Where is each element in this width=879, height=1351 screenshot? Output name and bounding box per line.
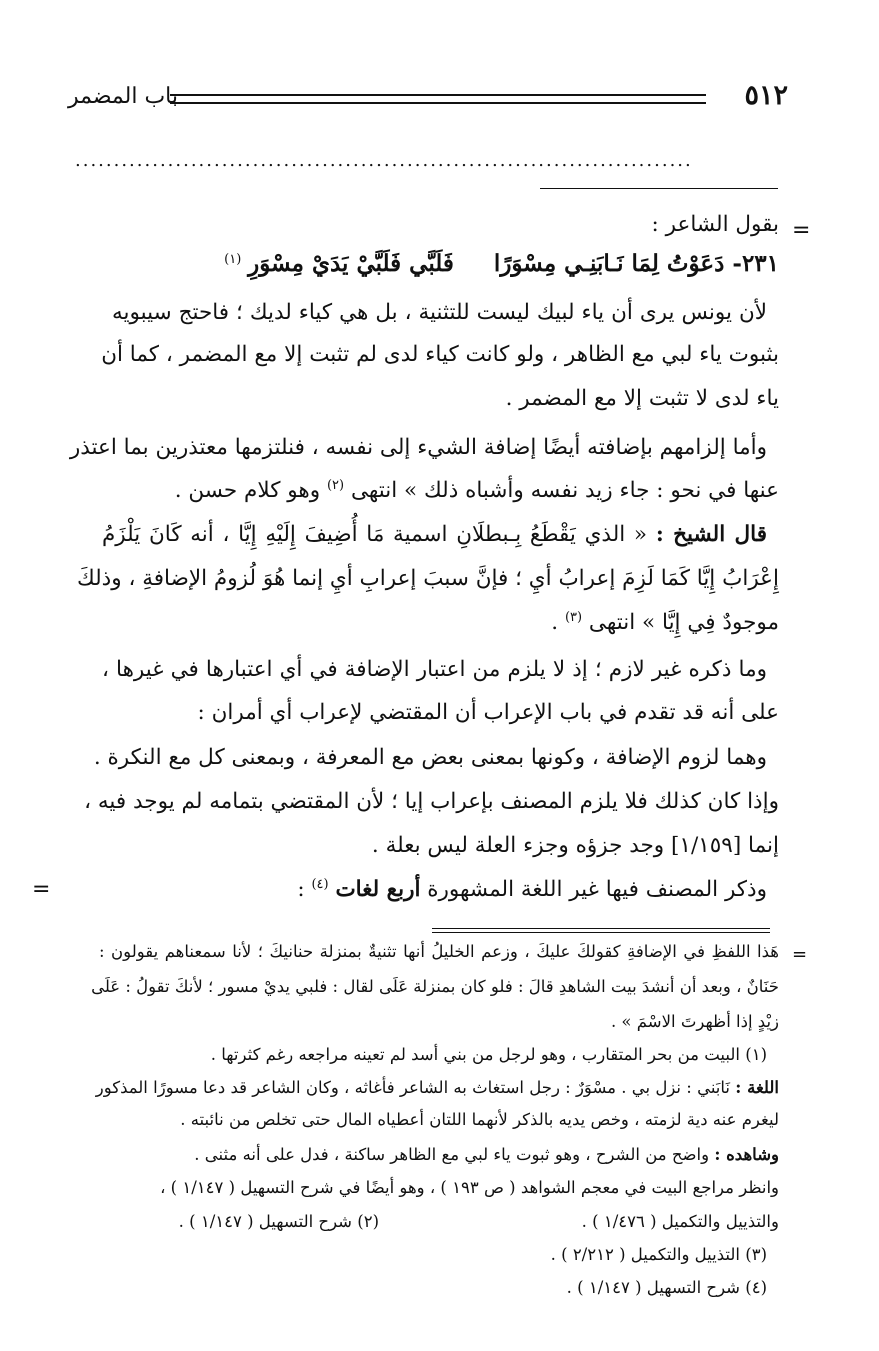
footnote-text: واضح من الشرح ، وهو ثبوت ياء لبي مع الظاهر ساكنة ، فدل على أنه مثنى . — [194, 1145, 710, 1164]
paragraph-text: عنها في نحو : جاء زيد نفسه وأشباه ذلك » انتهى — [350, 478, 779, 504]
chapter-title: باب المضمر — [68, 84, 178, 109]
paragraph-line — [102, 522, 767, 547]
paragraph-text: موجودٌ فِي إِيَّا » انتهى — [588, 610, 779, 636]
paragraph-line — [167, 877, 767, 902]
paragraph-line: لأن يونس يرى أن ياء لبيك ليست للتثنية ، بل هي كياء لديك ؛ فاحتج سيبويه — [112, 300, 767, 325]
header-rule — [170, 94, 706, 104]
paragraph-text: : — [297, 877, 305, 903]
paragraph-line — [99, 610, 779, 635]
verse-line — [114, 250, 779, 277]
verse-footnote-ref: (١) — [224, 251, 242, 267]
verse-text: ٢٣١- دَعَوْتُ لِمَا نَـابَنِـي مِسْوَرًا فَلَبَّي فَلَبَّيْ يَدَيْ مِسْوَرِ — [248, 250, 779, 277]
continuation-mark: = — [32, 877, 51, 902]
paragraph-line: إِعْرَابُ إِيَّا كَمَا لَزِمَ إعرابُ أيِ ؛ فإنَّ سببَ إعرابِ أيِ إنما هُوَ لُزومُ الإضافةِ ، وذلكَ — [76, 566, 779, 591]
intro-line: بقول الشاعر : — [651, 212, 779, 237]
paragraph-text: « الذي يَقْطَعُ بِـبطلَانِ اسمية مَا أُضِيفَ إِلَيْهِ إِيَّا ، أنه كَانَ يَلْزَمُ — [102, 522, 648, 547]
footnote-ref: (٢) — [326, 478, 345, 493]
footnote-text: نَابَني : نزل بي . مسْوَرٌ : رجل استغاث به الشاعر فأغاثه ، وكان الشاعر قد دعا مسورًا المذكور — [95, 1078, 731, 1097]
page-header — [60, 80, 788, 116]
footnote-line: هَذا اللفظِ في الإضافةِ كقولكَ عليكَ ، وزعم الخليلُ أنها تثنيةٌ بمنزلة حنانيكَ ؛ لأنا سمعناهم يقولون : — [99, 942, 779, 961]
footnote-line: زيْدٍ إذا أظهرتَ الاسْمَ » . — [610, 1012, 779, 1031]
footnote-line — [99, 1145, 779, 1164]
footnote-3: (٣) التذييل والتكميل ( ٢/٢١٢ ) . — [550, 1245, 767, 1264]
paragraph-line: إنما [١/١٥٩] وجد جزؤه وجزء العلة ليس بعلة . — [371, 833, 779, 858]
footnote-rule — [432, 928, 770, 933]
continuation-mark: = — [792, 218, 811, 243]
paragraph-text: وذكر المصنف فيها غير اللغة المشهورة — [427, 877, 767, 903]
footnote-label: اللغة : — [735, 1078, 779, 1097]
paragraph-line: وأما إلزامهم بإضافته أيضًا إضافة الشيء إلى نفسه ، فنلتزمها معتذرين بما اعتذر — [69, 435, 767, 460]
footnote-line — [95, 1078, 779, 1097]
paragraph-text: . — [551, 610, 559, 636]
footnote-4: (٤) شرح التسهيل ( ١/١٤٧ ) . — [566, 1278, 767, 1297]
footnote-line: حَنَانٌ ، وبعد أن أنشدَ بيت الشاهدِ قالَ : فلو كان بمنزلة عَلَى لقال : فلبي يديْ مسور ؛ لأنكَ تقولُ : عَلَى — [91, 977, 779, 996]
speaker-label: قال الشيخ : — [655, 522, 767, 547]
paragraph-line: وهما لزوم الإضافة ، وكونها بمعنى بعض مع المعرفة ، وبمعنى كل مع النكرة . — [93, 745, 767, 770]
footnote-ref: (٤) — [311, 877, 329, 892]
paragraph-text: وهو كلام حسن . — [174, 478, 321, 504]
page-number: ٥١٢ — [744, 80, 788, 111]
continuation-mark: = — [792, 944, 808, 965]
footnote-line: وانظر مراجع البيت في معجم الشواهد ( ص ١٩٣ ) ، وهو أيضًا في شرح التسهيل ( ١/١٤٧ ) ، — [160, 1178, 779, 1197]
footnote-line: ليغرم عنه دية لزمته ، وخص يديه بالذكر لأنهما اللتان أعطياه المال حتى تخلص من نائبته . — [180, 1110, 779, 1129]
footnote-2: (٢) شرح التسهيل ( ١/١٤٧ ) . — [178, 1212, 379, 1231]
paragraph-line: على أنه قد تقدم في باب الإعراب أن المقتضي لإعراب أي أمران : — [197, 700, 779, 725]
paragraph-line: ياء لدى لا تثبت إلا مع المضمر . — [505, 386, 779, 411]
paragraph-line — [99, 478, 779, 503]
footnote-label: وشاهده : — [714, 1145, 779, 1164]
short-rule — [540, 188, 778, 189]
footnote-1: (١) البيت من بحر المتقارب ، وهو لرجل من بني أسد لم تعينه مراجعه رغم كثرتها . — [210, 1045, 767, 1064]
footnote-line: والتذييل والتكميل ( ١/٤٧٦ ) . — [581, 1212, 779, 1231]
dotted-separator: ................................................................................ — [75, 150, 693, 171]
bold-phrase: أربع لغات — [335, 877, 421, 903]
footnote-ref: (٣) — [564, 610, 583, 625]
paragraph-line: وما ذكره غير لازم ؛ إذ لا يلزم من اعتبار الإضافة في أي اعتبارها في غيرها ، — [102, 657, 767, 682]
paragraph-line: وإذا كان كذلك فلا يلزم المصنف بإعراب إيا ؛ لأن المقتضي بتمامه لم يوجد فيه ، — [84, 789, 779, 814]
paragraph-line: بثبوت ياء لبي مع الظاهر ، ولو كانت كياء لدى لم تثبت إلا مع المضمر ، كما أن — [101, 342, 779, 367]
